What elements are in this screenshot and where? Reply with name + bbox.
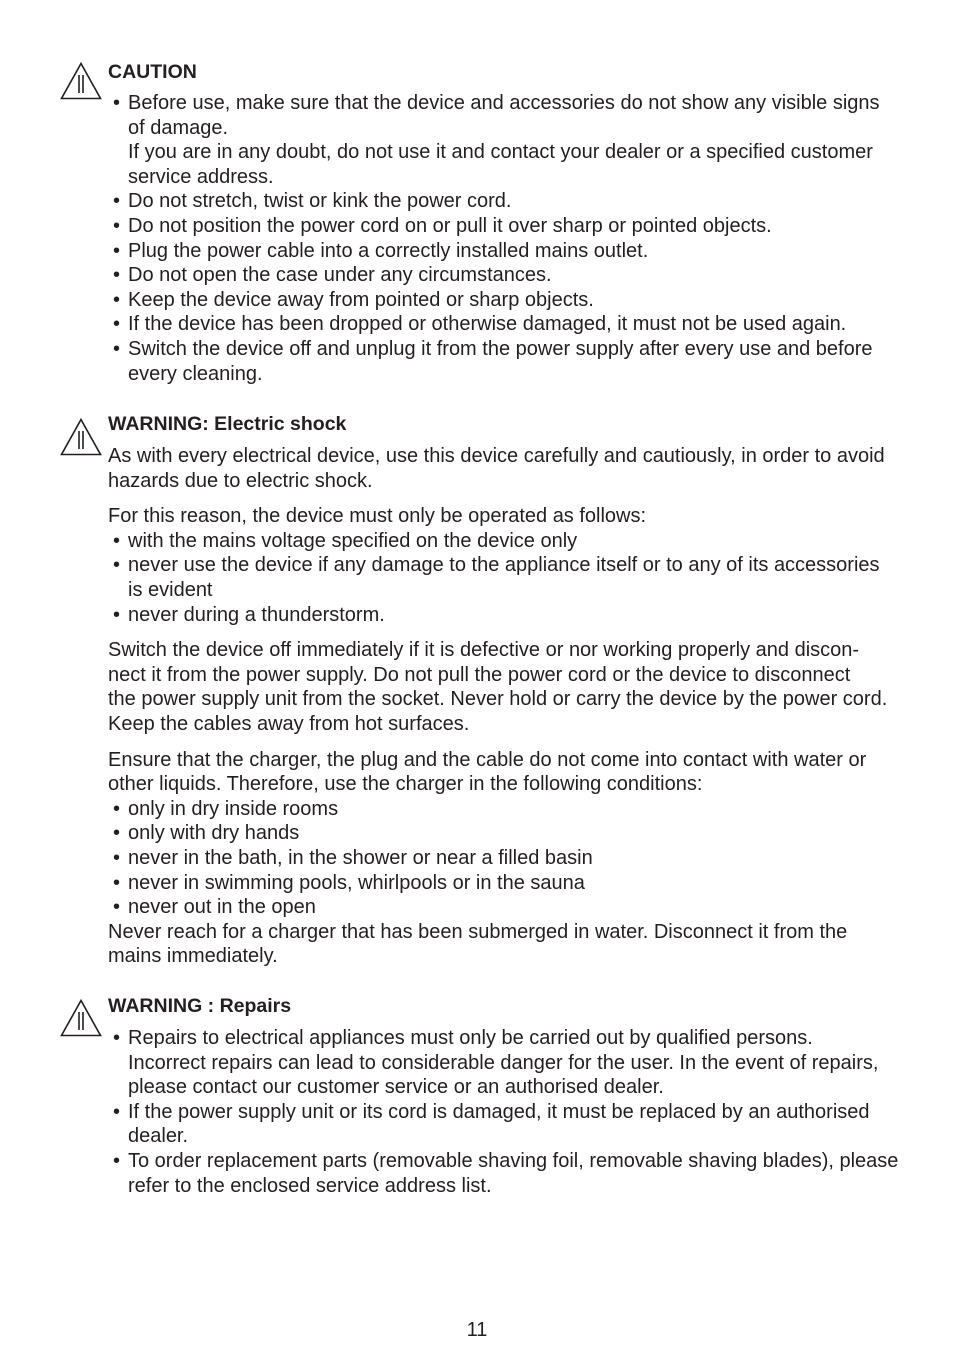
list-line: Plug the power cable into a correctly installed mains outlet.: [128, 239, 649, 262]
list-line: never in swimming pools, whirlpools or in the sauna: [128, 871, 585, 894]
list-item: [108, 239, 908, 264]
list-item: [108, 263, 908, 288]
list-line: refer to the enclosed service address list.: [128, 1174, 492, 1197]
repairs-heading: WARNING : Repairs: [108, 995, 292, 1017]
defect-paragraph: Switch the device off immediately if it is defective or nor working properly and discon- nect it from the power supply. Do not pull the power cord or the device to disconnect the power supply unit from the socket. Never hold or carry the device by the power cord. Keep the cables away from hot surfaces.: [108, 639, 888, 735]
list-item: [108, 1149, 908, 1198]
list-line: If you are in any doubt, do not use it and contact your dealer or a specified customer: [128, 141, 873, 164]
list-line: with the mains voltage specified on the device only: [128, 529, 578, 552]
list-line: Do not position the power cord on or pull it over sharp or pointed objects.: [128, 214, 772, 237]
list-item: [108, 895, 908, 920]
list-line: never in the bath, in the shower or near a filled basin: [128, 846, 593, 869]
list-line: Switch the device off and unplug it from the power supply after every use and before: [128, 337, 873, 360]
list-line: never during a thunderstorm.: [128, 603, 385, 626]
list-line: If the power supply unit or its cord is damaged, it must be replaced by an authorised: [128, 1100, 870, 1123]
list-line: of damage.: [128, 116, 229, 139]
list-item: [108, 603, 908, 628]
list-line: Before use, make sure that the device and accessories do not show any visible signs: [128, 92, 880, 114]
list-item: [108, 337, 908, 386]
list-item: [108, 1100, 908, 1149]
intro-paragraph: As with every electrical device, use this device carefully and cautiously, in order to avoid hazards due to electric shock.: [108, 445, 885, 492]
list-line: never out in the open: [128, 896, 316, 919]
page-number: 11: [466, 1319, 488, 1341]
list-line: If the device has been dropped or otherwise damaged, it must not be used again.: [128, 313, 847, 336]
caution-list: [108, 91, 908, 386]
list-item: [108, 846, 908, 871]
operate-list: [108, 529, 908, 627]
list-line: is evident: [128, 578, 213, 601]
list-line: Do not open the case under any circumstances.: [128, 264, 552, 287]
list-line: please contact our customer service or an authorised dealer.: [128, 1076, 664, 1099]
list-item: [108, 529, 908, 554]
list-item: [108, 797, 908, 822]
caution-heading: CAUTION: [108, 61, 197, 83]
list-item: [108, 288, 908, 313]
list-line: Do not stretch, twist or kink the power cord.: [128, 190, 512, 213]
water-paragraph: Ensure that the charger, the plug and the cable do not come into contact with water or other liquids. Therefore, use the charger in the following conditions:: [108, 748, 867, 796]
list-line: dealer.: [128, 1125, 189, 1148]
list-item: [108, 871, 908, 896]
closing-paragraph: Never reach for a charger that has been submerged in water. Disconnect it from the mains immediately.: [108, 920, 848, 968]
operate-intro: For this reason, the device must only be operated as follows:: [108, 505, 647, 528]
list-line: Incorrect repairs can lead to considerable danger for the user. In the event of repairs,: [128, 1051, 879, 1074]
list-line: service address.: [128, 165, 274, 188]
list-line: every cleaning.: [128, 362, 263, 385]
conditions-list: [108, 797, 908, 920]
list-item: [108, 214, 908, 239]
list-item: [108, 553, 908, 602]
list-line: Keep the device away from pointed or sharp objects.: [128, 288, 594, 311]
list-line: only in dry inside rooms: [128, 797, 339, 820]
list-line: To order replacement parts (removable shaving foil, removable shaving blades), please: [128, 1149, 899, 1172]
list-line: never use the device if any damage to the appliance itself or to any of its accessories: [128, 554, 880, 577]
warning-triangle-icon: [60, 418, 102, 456]
list-item: [108, 189, 908, 214]
list-line: only with dry hands: [128, 822, 300, 845]
electric-shock-heading: WARNING: Electric shock: [108, 413, 347, 435]
list-item: [108, 821, 908, 846]
list-item: [108, 91, 908, 189]
list-line: Repairs to electrical appliances must only be carried out by qualified persons.: [128, 1027, 813, 1049]
repairs-list: [108, 1026, 908, 1198]
list-item: [108, 312, 908, 337]
warning-triangle-icon: [60, 62, 102, 100]
warning-triangle-icon: [60, 999, 102, 1037]
list-item: [108, 1026, 908, 1100]
